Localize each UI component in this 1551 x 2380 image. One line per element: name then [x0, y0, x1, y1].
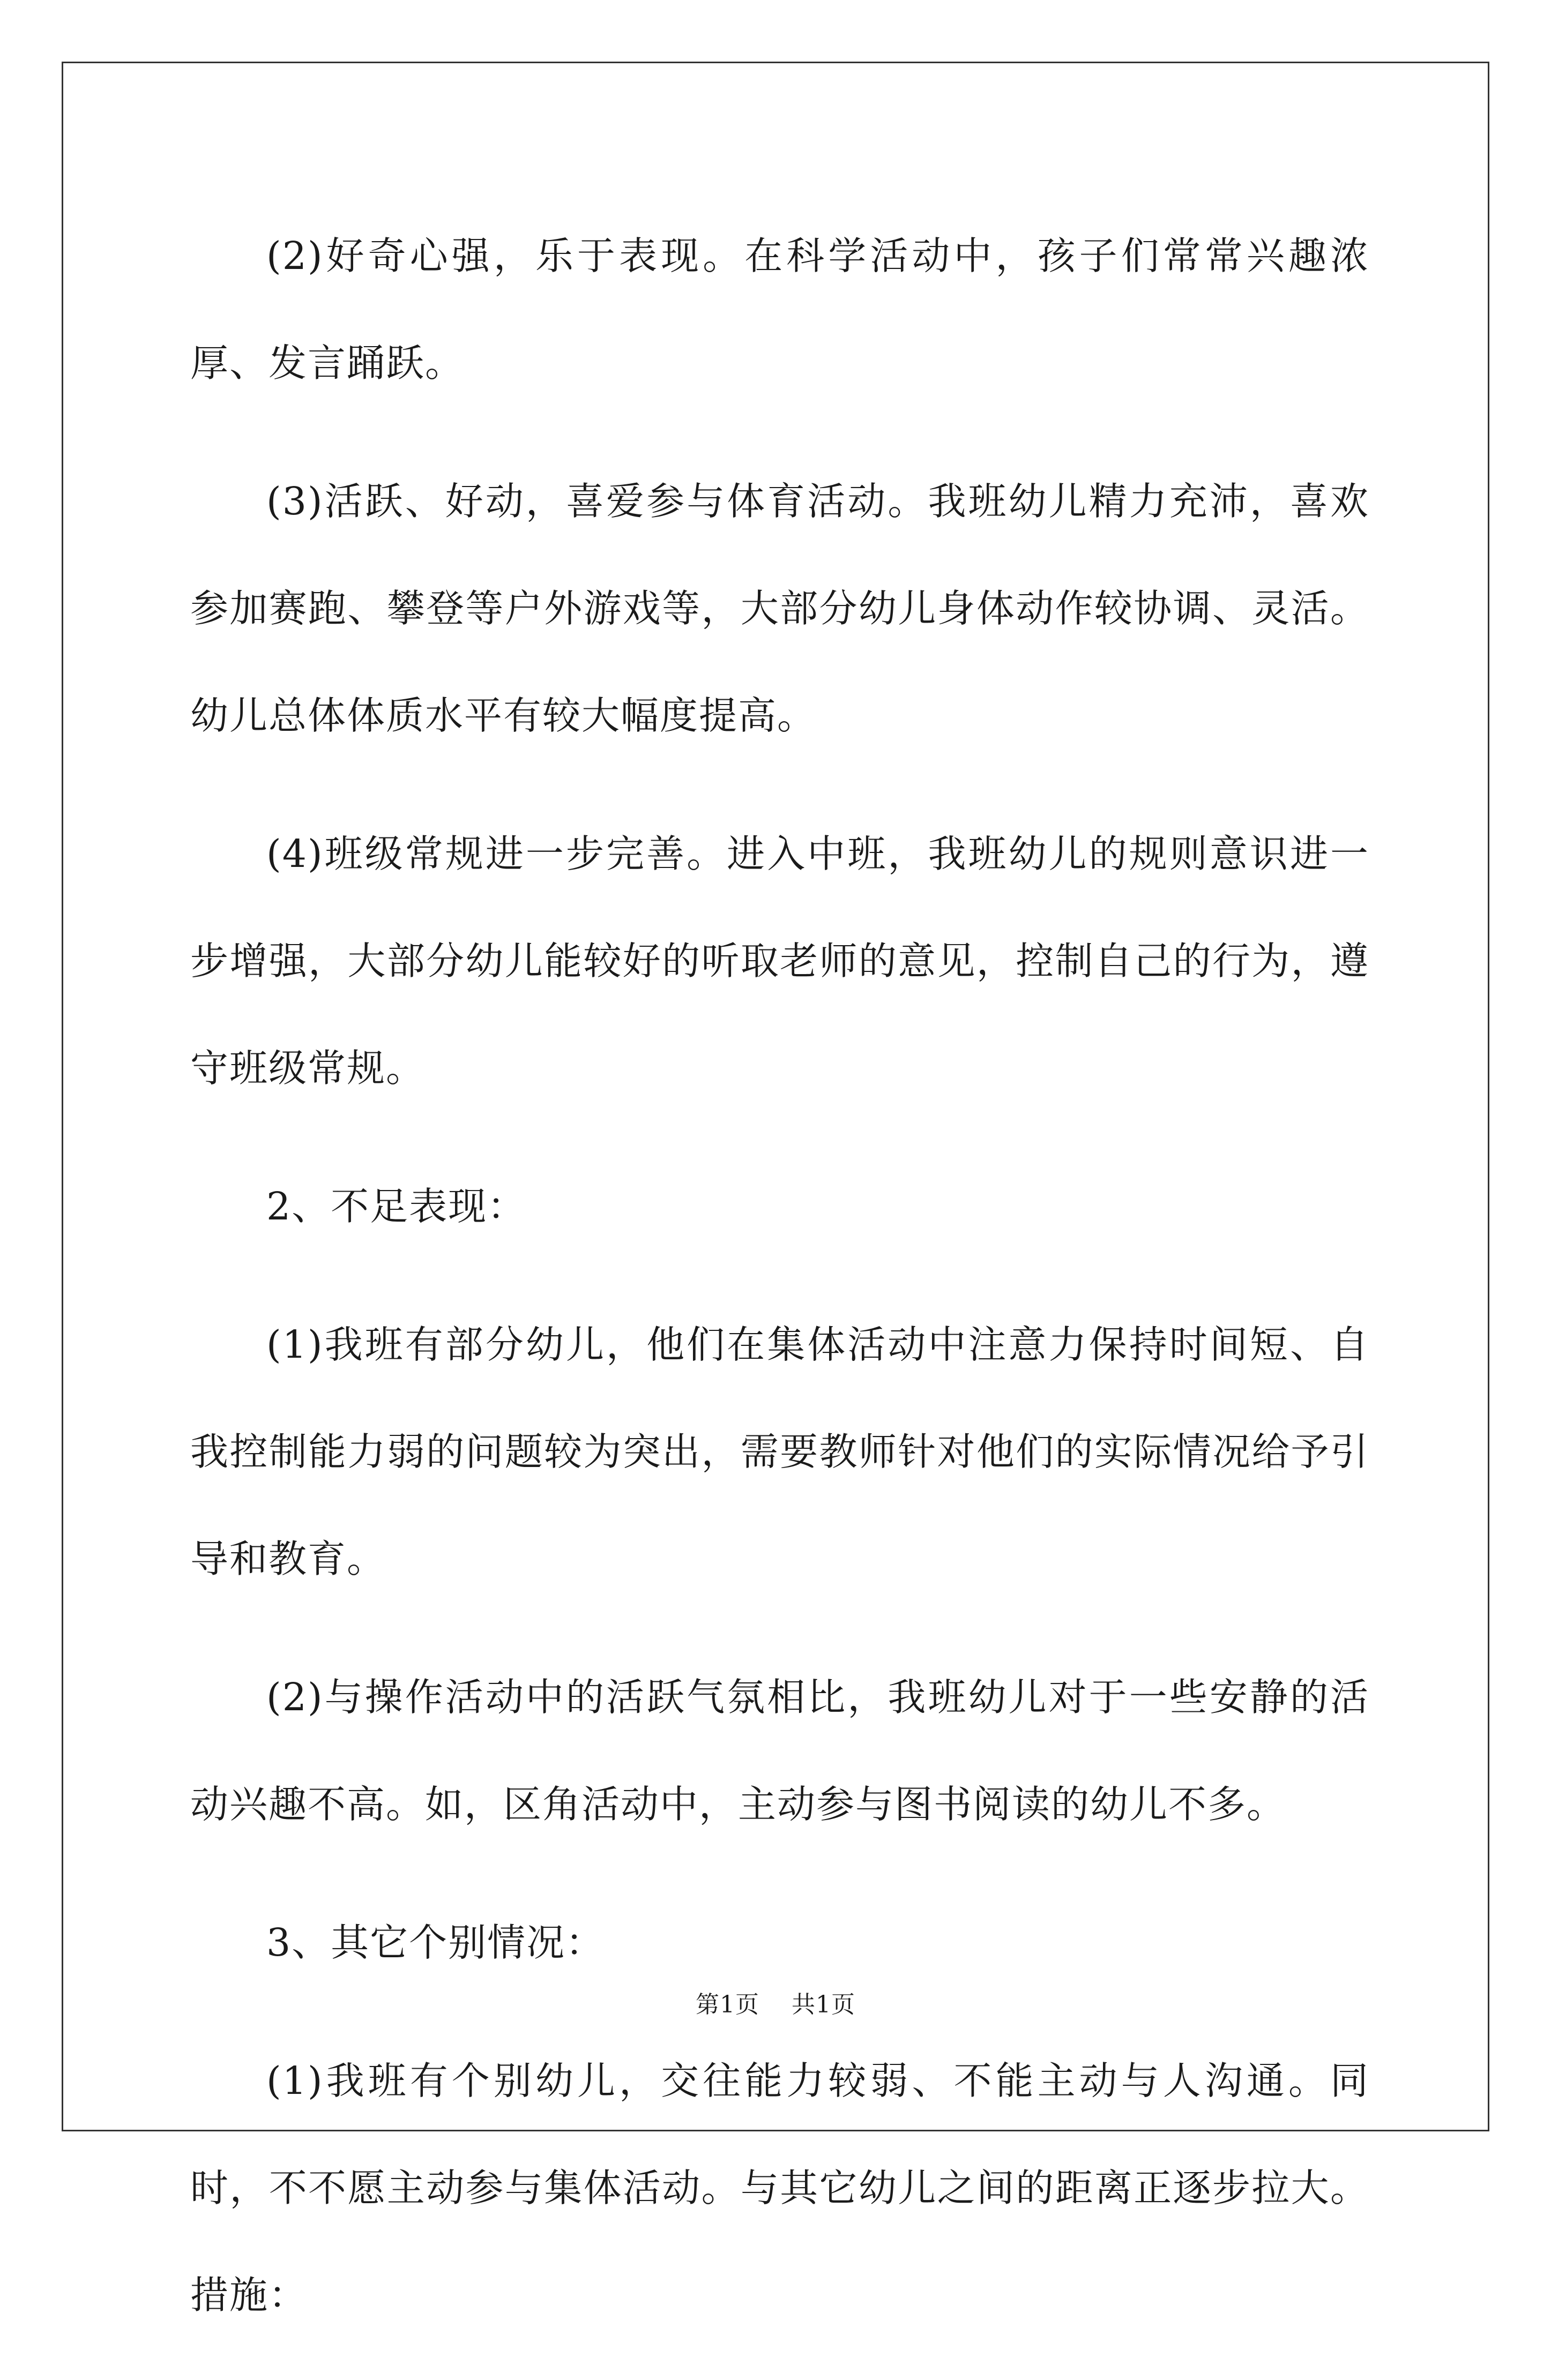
paragraph: (1)我班有部分幼儿，他们在集体活动中注意力保持时间短、自我控制能力弱的问题较为突出，需要教师针对他们的实际情况给予引导和教育。	[190, 1322, 1369, 1581]
paragraph: (2)好奇心强，乐于表现。在科学活动中，孩子们常常兴趣浓厚、发言踊跃。	[190, 234, 1369, 385]
paragraph: (4)班级常规进一步完善。进入中班，我班幼儿的规则意识进一步增强，大部分幼儿能较好的听取老师的意见，控制自己的行为，遵守班级常规。	[190, 832, 1369, 1090]
document-body	[190, 203, 1369, 2380]
page-number-current: 第1页	[696, 1991, 759, 2018]
paragraph: (1)我班有个别幼儿，交往能力较弱、不能主动与人沟通。同时，不不愿主动参与集体活动。与其它幼儿之间的距离正逐步拉大。措施：	[190, 2059, 1369, 2317]
section-heading: 3、其它个别情况：	[266, 1920, 605, 1965]
paragraph: (3)活跃、好动，喜爱参与体育活动。我班幼儿精力充沛，喜欢参加赛跑、攀登等户外游戏等，大部分幼儿身体动作较协调、灵活。幼儿总体体质水平有较大幅度提高。	[190, 479, 1369, 738]
page-number-total: 共1页	[792, 1991, 855, 2018]
section-heading: 2、不足表现：	[266, 1184, 527, 1229]
page-footer	[0, 1989, 1551, 2021]
paragraph: (2)与操作活动中的活跃气氛相比，我班幼儿对于一些安静的活动兴趣不高。如，区角活动中，主动参与图书阅读的幼儿不多。	[190, 1675, 1369, 1827]
